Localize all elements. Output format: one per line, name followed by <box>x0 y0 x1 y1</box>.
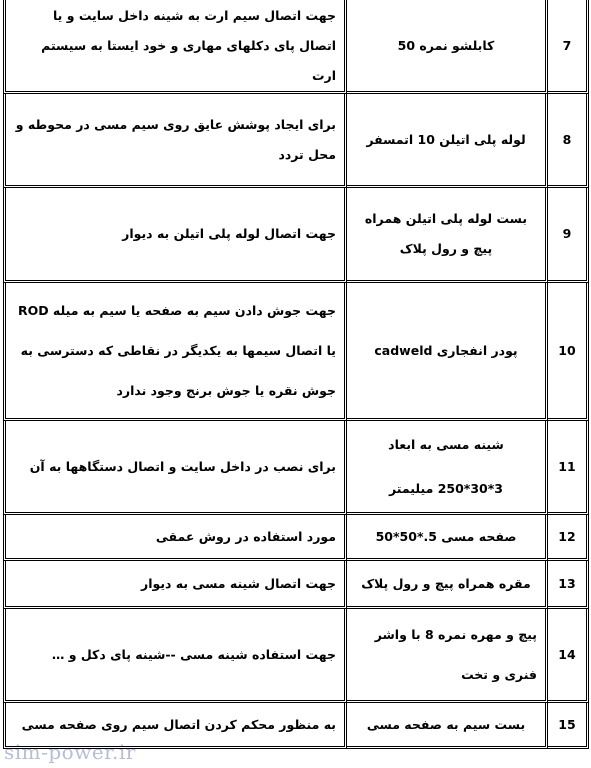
table-row <box>3 283 589 421</box>
item-cell: شینه مسی به ابعاد 3*30*250 میلیمتر <box>347 421 548 515</box>
item-cell: لوله پلی اتیلن 10 اتمسفر <box>347 94 548 188</box>
row-number: 10 <box>548 283 589 421</box>
description-cell: به منظور محکم کردن اتصال سیم روی صفحه مسی <box>3 703 347 749</box>
row-number: 14 <box>548 609 589 703</box>
watermark: sim-power.ir <box>4 740 136 764</box>
item-cell: مقره همراه پیچ و رول پلاک <box>347 561 548 609</box>
description-cell: برای ایجاد پوشش عایق روی سیم مسی در محوطه و محل تردد <box>3 94 347 188</box>
table-row <box>3 561 589 609</box>
table-row <box>3 609 589 703</box>
row-number: 9 <box>548 188 589 283</box>
table-row <box>3 188 589 283</box>
equipment-table <box>3 0 589 749</box>
description-cell: جهت استفاده شینه مسی --شینه پای دکل و … <box>3 609 347 703</box>
row-number: 7 <box>548 0 589 94</box>
item-cell: بست لوله پلی اتیلن همراه پیچ و رول پلاک <box>347 188 548 283</box>
table-row <box>3 94 589 188</box>
table-row <box>3 515 589 561</box>
item-cell: پودر انفجاری cadweld <box>347 283 548 421</box>
item-cell: صفحه مسی 5.*50*50 <box>347 515 548 561</box>
row-number: 11 <box>548 421 589 515</box>
item-cell: پیچ و مهره نمره 8 با واشر فنری و تخت <box>347 609 548 703</box>
row-number: 8 <box>548 94 589 188</box>
table-row <box>3 0 589 94</box>
description-cell: برای نصب در داخل سایت و اتصال دستگاهها به آن <box>3 421 347 515</box>
row-number: 13 <box>548 561 589 609</box>
description-cell: جهت اتصال شینه مسی به دیوار <box>3 561 347 609</box>
description-cell: جهت اتصال سیم ارت به شینه داخل سایت و یا اتصال پای دکلهای مهاری و خود ایستا به سیستم ارت <box>3 0 347 94</box>
description-cell: جهت اتصال لوله پلی اتیلن به دیوار <box>3 188 347 283</box>
description-cell: مورد استفاده در روش عمقی <box>3 515 347 561</box>
row-number: 12 <box>548 515 589 561</box>
item-cell: کابلشو نمره 50 <box>347 0 548 94</box>
item-cell: بست سیم به صفحه مسی <box>347 703 548 749</box>
table-row <box>3 421 589 515</box>
row-number: 15 <box>548 703 589 749</box>
description-cell: جهت جوش دادن سیم به صفحه یا سیم به میله ROD یا اتصال سیمها به یکدیگر در نقاطی که دسترسی به جوش نقره یا جوش برنج وجود ندارد <box>3 283 347 421</box>
